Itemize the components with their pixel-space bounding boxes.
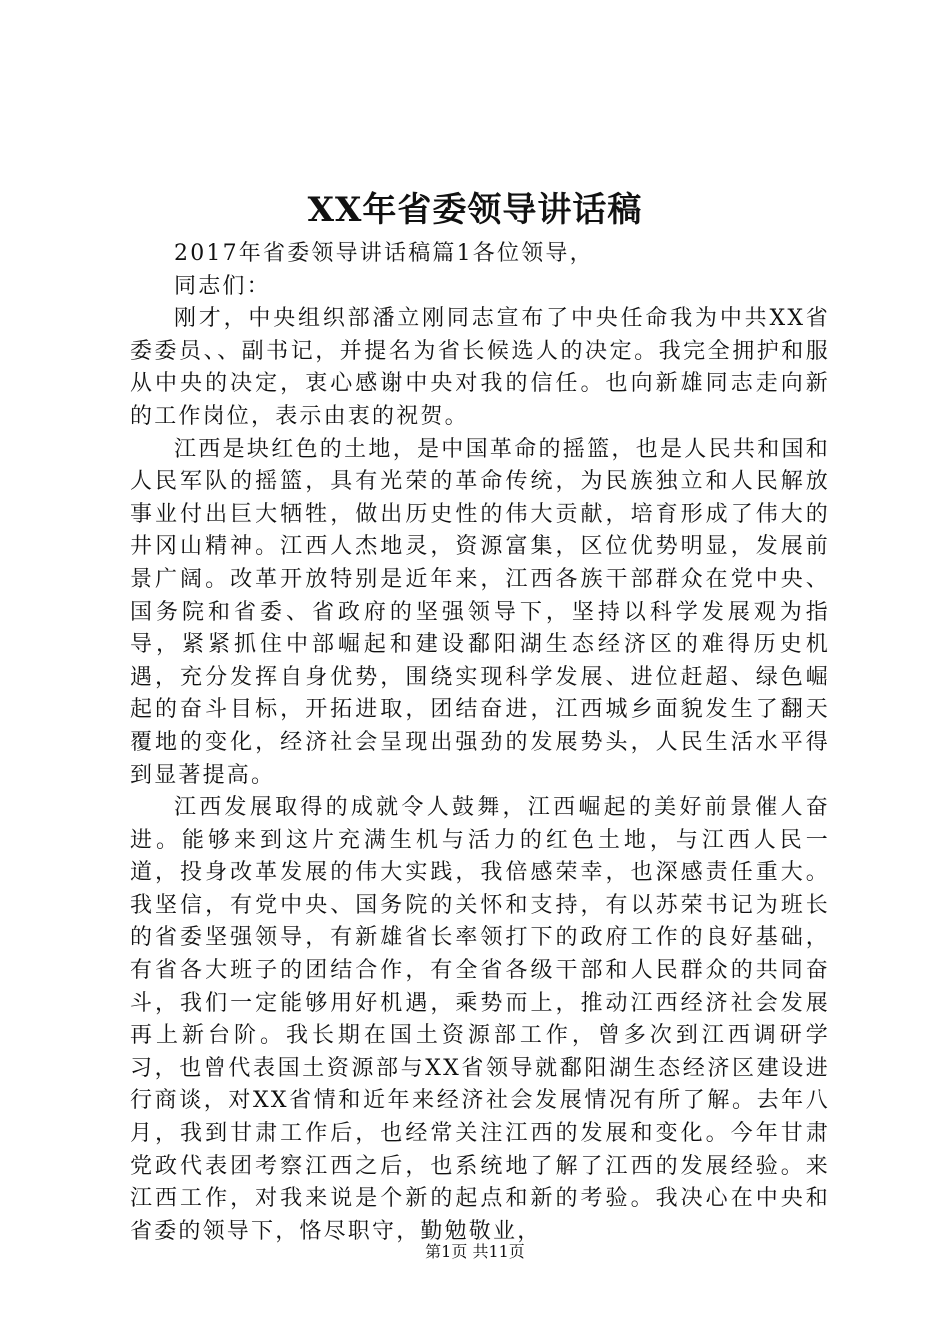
paragraph-salutation: 同志们： (174, 273, 271, 299)
paragraph-heading: 2017年省委领导讲话稿篇1各位领导， (174, 241, 594, 266)
document-body (130, 238, 830, 1248)
page-footer (0, 1240, 950, 1264)
paragraph-2: 江西是块红色的土地，是中国革命的摇篮，也是人民共和国和人民军队的摇篮，具有光荣的革命传统，为民族独立和人民解放事业付出巨大牺牲，做出历史性的伟大贡献，培育形成了伟大的井冈山精神。江西人杰地灵，资源富集，区位优势明显，发展前景广阔。改革开放特别是近年来，江西各族干部群众在党中央、国务院和省委、省政府的坚强领导下，坚持以科学发展观为指导，紧紧抓住中部崛起和建设鄱阳湖生态经济区的难得历史机遇，充分发挥自身优势，围绕实现科学发展、进位赶超、绿色崛起的奋斗目标，开拓进取，团结奋进，江西城乡面貌发生了翻天覆地的变化，经济社会呈现出强劲的发展势头，人民生活水平得到显著提高。 (130, 436, 830, 788)
page-number: 第1页 共11页 (425, 1242, 525, 1261)
paragraph-3: 江西发展取得的成就令人鼓舞，江西崛起的美好前景催人奋进。能够来到这片充满生机与活力的红色土地，与江西人民一道，投身改革发展的伟大实践，我倍感荣幸，也深感责任重大。我坚信，有党中央、国务院的关怀和支持，有以苏荣书记为班长的省委坚强领导，有新雄省长率领打下的政府工作的良好基础，有省各大班子的团结合作，有全省各级干部和人民群众的共同奋斗，我们一定能够用好机遇，乘势而上，推动江西经济社会发展再上新台阶。我长期在国土资源部工作，曾多次到江西调研学习，也曾代表国土资源部与XX省领导就鄱阳湖生态经济区建设进行商谈，对XX省情和近年来经济社会发展情况有所了解。去年八月，我到甘肃工作后，也经常关注江西的发展和变化。今年甘肃党政代表团考察江西之后，也系统地了解了江西的发展经验。来江西工作，对我来说是个新的起点和新的考验。我决心在中央和省委的领导下，恪尽职守，勤勉敬业， (130, 795, 830, 1244)
paragraph-1: 刚才，中央组织部潘立刚同志宣布了中央任命我为中共XX省委委员、、副书记，并提名为省长候选人的决定。我完全拥护和服从中央的决定，衷心感谢中央对我的信任。也向新雄同志走向新的工作岗位，表示由衷的祝贺。 (130, 306, 830, 429)
document-title: XX年省委领导讲话稿 (307, 190, 643, 230)
